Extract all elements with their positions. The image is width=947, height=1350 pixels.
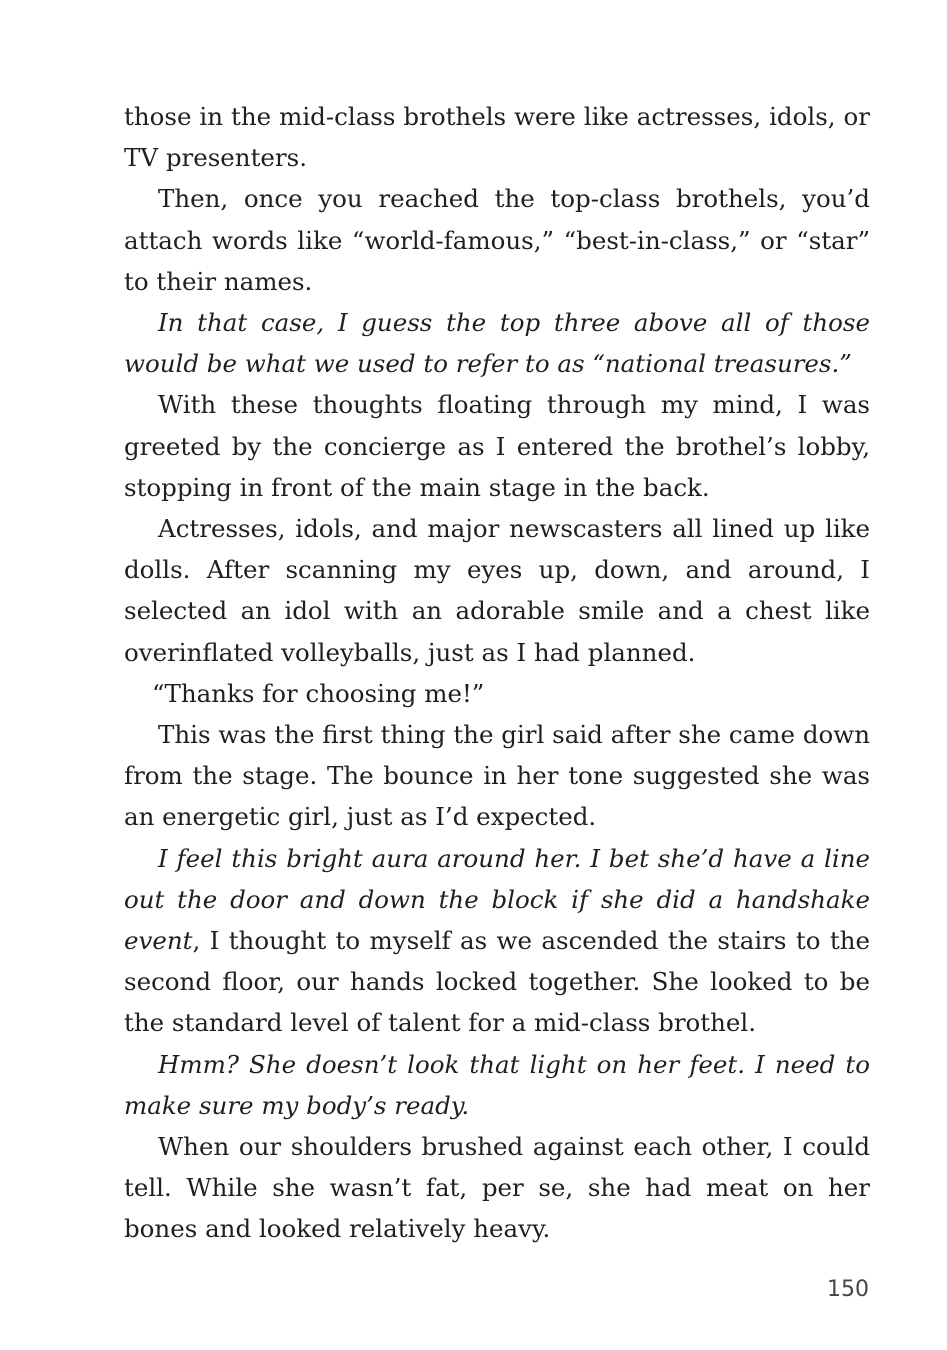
italic-text-segment: Hmm? She doesn’t look that light on her feet. I need to make sure my body’s ready. — [124, 1049, 870, 1120]
italic-text-segment: In that case, I guess the top three above all of those would be what we used to refer to as “national treasures.” — [124, 308, 870, 379]
paragraph-6-dialogue — [124, 673, 870, 714]
text-segment: With these thoughts floating through my mind, I was greeted by the concierge as I entered the brothel’s lobby, stopping in front of the main stage in the back. — [124, 390, 870, 502]
paragraph-4 — [124, 384, 870, 508]
text-segment: Then, once you reached the top-class brothels, you’d attach words like “world-famous,” “best-in-class,” or “star” to their names. — [124, 184, 870, 296]
body-text — [124, 96, 870, 1250]
text-segment: those in the mid-class brothels were like actresses, idols, or TV presenters. — [124, 102, 870, 173]
paragraph-9-italic-thought — [124, 1044, 870, 1126]
italic-text-segment: I feel this bright aura around her. I bet she’d have a line out the door and down the block if she did a handshake event — [124, 843, 870, 956]
text-segment: Actresses, idols, and major newscasters all lined up like dolls. After scanning my eyes up, down, and around, I selected an idol with an adorable smile and a chest like overinflated volleyballs, just as I had planned. — [124, 514, 870, 667]
paragraph-5 — [124, 508, 870, 673]
page-number: 150 — [827, 1277, 869, 1302]
text-segment: This was the first thing the girl said after she came down from the stage. The bounce in her tone suggested she was an energetic girl, just as I’d expected. — [124, 720, 870, 832]
text-segment: When our shoulders brushed against each other, I could tell. While she wasn’t fat, per se, she had meat on her bones and looked relatively heavy. — [124, 1132, 870, 1244]
paragraph-1 — [124, 96, 870, 178]
paragraph-10 — [124, 1126, 870, 1250]
text-segment: , I thought to myself as we ascended the stairs to the second floor, our hands locked together. She looked to be the standard level of talent for a mid-class brothel. — [124, 926, 870, 1038]
paragraph-8 — [124, 838, 870, 1044]
paragraph-3-italic-thought — [124, 302, 870, 384]
paragraph-7 — [124, 714, 870, 838]
text-segment: “Thanks for choosing me!” — [152, 678, 485, 708]
paragraph-2 — [124, 178, 870, 302]
